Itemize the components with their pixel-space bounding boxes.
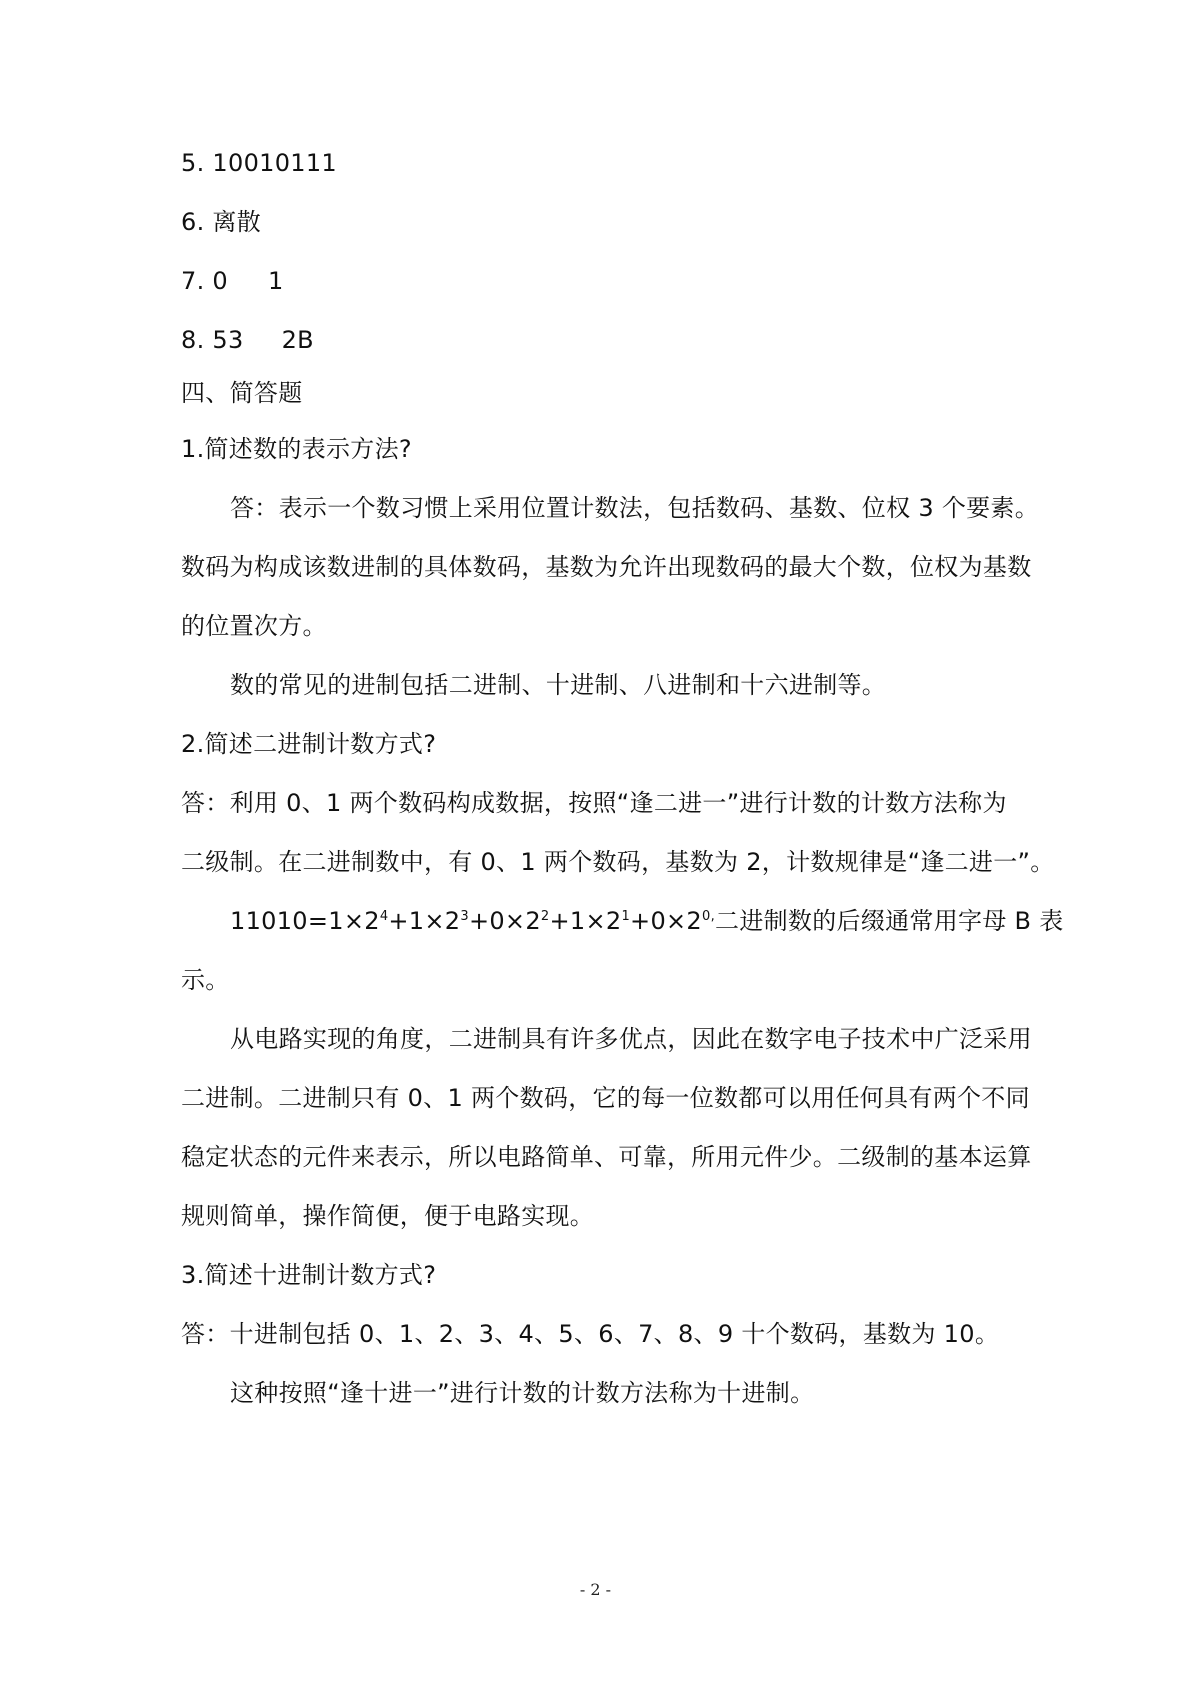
formula-term-3: +0×2 bbox=[468, 907, 541, 935]
answer-7 bbox=[181, 266, 284, 296]
q2-formula-line-2: 示。 bbox=[181, 966, 230, 994]
formula-trailing-text: 二进制数的后缀通常用字母 B 表 bbox=[715, 907, 1064, 935]
section-title: 四、简答题 bbox=[181, 379, 303, 407]
answer-7-first: 7. 0 bbox=[181, 267, 228, 295]
q3-paragraph-2: 这种按照“逢十进一”进行计数的计数方法称为十进制。 bbox=[230, 1379, 815, 1407]
formula-term-2: +1×2 bbox=[388, 907, 461, 935]
formula-exp-2: 3 bbox=[460, 909, 469, 924]
q1-answer-line-3: 的位置次方。 bbox=[181, 612, 327, 640]
q1-paragraph-2: 数的常见的进制包括二进制、十进制、八进制和十六进制等。 bbox=[230, 671, 887, 699]
formula-term-5: +0×2 bbox=[630, 907, 702, 935]
formula-exp-5: 0, bbox=[702, 909, 716, 924]
formula-exp-3: 2 bbox=[540, 909, 550, 924]
formula-exp-4: 1 bbox=[621, 909, 631, 924]
q3-title: 3.简述十进制计数方式? bbox=[181, 1261, 437, 1289]
q2-title: 2.简述二进制计数方式? bbox=[181, 730, 437, 758]
q2-formula-line bbox=[230, 906, 1064, 936]
formula-term-1: 11010=1×2 bbox=[230, 907, 380, 935]
formula-term-4: +1×2 bbox=[549, 907, 622, 935]
q1-answer-line-2: 数码为构成该数进制的具体数码，基数为允许出现数码的最大个数，位权为基数 bbox=[181, 553, 1032, 581]
answer-5: 5. 10010111 bbox=[181, 149, 337, 177]
q2-paragraph-3-line-3: 稳定状态的元件来表示，所以电路简单、可靠，所用元件少。二级制的基本运算 bbox=[181, 1143, 1032, 1171]
answer-8-second: 2B bbox=[281, 326, 314, 354]
answer-6: 6. 离散 bbox=[181, 208, 262, 236]
q2-paragraph-3-line-2: 二进制。二进制只有 0、1 两个数码，它的每一位数都可以用任何具有两个不同 bbox=[181, 1084, 1030, 1112]
q1-answer-line-1: 答：表示一个数习惯上采用位置计数法，包括数码、基数、位权 3 个要素。 bbox=[230, 494, 1040, 522]
page-number: - 2 - bbox=[579, 1580, 612, 1599]
q3-answer-line-1: 答：十进制包括 0、1、2、3、4、5、6、7、8、9 十个数码，基数为 10。 bbox=[181, 1320, 1000, 1348]
q1-title: 1.简述数的表示方法? bbox=[181, 435, 412, 463]
q2-answer-line-2: 二级制。在二进制数中，有 0、1 两个数码，基数为 2，计数规律是“逢二进一”。 bbox=[181, 848, 1055, 876]
answer-7-second: 1 bbox=[268, 267, 284, 295]
answer-8-first: 8. 53 bbox=[181, 326, 244, 354]
answer-8 bbox=[181, 325, 314, 355]
q2-answer-line-1: 答：利用 0、1 两个数码构成数据，按照“逢二进一”进行计数的计数方法称为 bbox=[181, 789, 1007, 817]
q2-paragraph-3-line-4: 规则简单，操作简便，便于电路实现。 bbox=[181, 1202, 595, 1230]
formula-exp-1: 4 bbox=[379, 909, 389, 924]
q2-paragraph-3-line-1: 从电路实现的角度，二进制具有许多优点，因此在数字电子技术中广泛采用 bbox=[230, 1025, 1032, 1053]
